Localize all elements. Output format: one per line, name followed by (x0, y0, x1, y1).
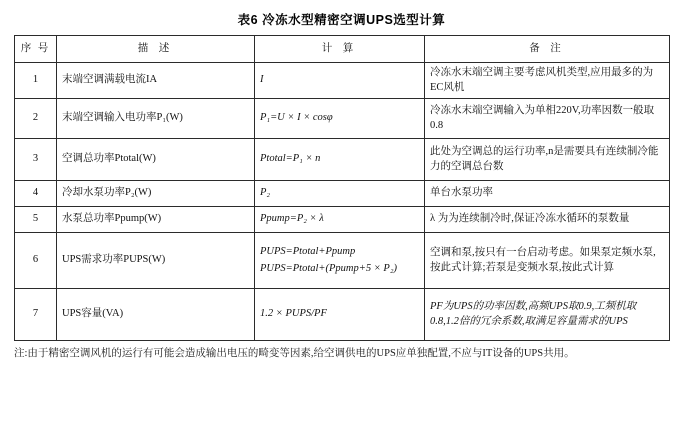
ups-selection-table (14, 35, 670, 341)
table-title: 表6 冷冻水型精密空调UPS选型计算 (237, 13, 446, 27)
table-row (15, 289, 670, 341)
cell-calc (255, 63, 425, 99)
cell-no: 3 (15, 139, 57, 181)
cell-desc: 末端空调满载电流IA (57, 63, 255, 99)
cell-desc: UPS容量(VA) (57, 289, 255, 341)
table-row (15, 139, 670, 181)
cell-remark (425, 289, 670, 341)
formula-line: 1.2 × PUPS/PF (260, 308, 327, 320)
formula-line: PUPS=Ptotal+(Ppump+5 × P₂) (260, 262, 397, 274)
cell-no: 5 (15, 207, 57, 233)
column-header-desc: 描 述 (57, 36, 255, 63)
cell-calc (255, 181, 425, 207)
cell-calc (255, 207, 425, 233)
cell-desc: 水泵总功率Ppump(W) (57, 207, 255, 233)
cell-remark: 此处为空调总的运行功率,n是需要具有连续制冷能力的空调总台数 (425, 139, 670, 181)
cell-remark: 空调和泵,按只有一台启动考虑。如果泵定频水泵,按此式计算;若泵是变频水泵,按此式计算 (425, 233, 670, 289)
cell-calc (255, 289, 425, 341)
table-row (15, 99, 670, 139)
cell-no: 2 (15, 99, 57, 139)
cell-no: 4 (15, 181, 57, 207)
table-row (15, 181, 670, 207)
cell-no: 6 (15, 233, 57, 289)
footnote-text: 注:由于精密空调风机的运行有可能会造成输出电压的畸变等因素,给空调供电的UPS应单独配置,不应与IT设备的UPS共用。 (14, 348, 575, 359)
formula-line: Ppump=P₂ × λ (260, 213, 324, 225)
table-row (15, 63, 670, 99)
column-header-no: 序 号 (15, 36, 57, 63)
cell-no: 7 (15, 289, 57, 341)
cell-no: 1 (15, 63, 57, 99)
table-footnote (14, 341, 669, 362)
cell-desc: UPS需求功率PUPS(W) (57, 233, 255, 289)
cell-desc: 末端空调输入电功率P₁(W) (57, 99, 255, 139)
cell-remark: 冷冻水末端空调输入为单相220V,功率因数一般取0.8 (425, 99, 670, 139)
column-header-calc: 计 算 (255, 36, 425, 63)
formula-line: P₁=U × I × cosφ (260, 112, 333, 124)
formula-line: I (260, 74, 264, 86)
table-row (15, 207, 670, 233)
cell-remark: λ 为为连续制冷时,保证冷冻水循环的泵数量 (425, 207, 670, 233)
cell-remark: 冷冻水末端空调主要考虑风机类型,应用最多的为EC风机 (425, 63, 670, 99)
formula-line: Ptotal=P₁ × n (260, 153, 321, 165)
formula-line: P₂ (260, 187, 271, 199)
cell-remark: 单台水泵功率 (425, 181, 670, 207)
cell-calc (255, 139, 425, 181)
formula-line: PUPS=Ptotal+Ppump (260, 246, 356, 258)
cell-calc (255, 233, 425, 289)
cell-calc (255, 99, 425, 139)
column-header-remark: 备 注 (425, 36, 670, 63)
cell-desc: 空调总功率Ptotal(W) (57, 139, 255, 181)
table-header-row (15, 36, 670, 63)
table-row (15, 233, 670, 289)
remark-text: PF为UPS的功率因数,高频UPS取0.9,工频机取0.8,1.2倍的冗余系数,取满足容量需求的UPS (430, 301, 637, 327)
cell-desc: 冷却水泵功率P₂(W) (57, 181, 255, 207)
